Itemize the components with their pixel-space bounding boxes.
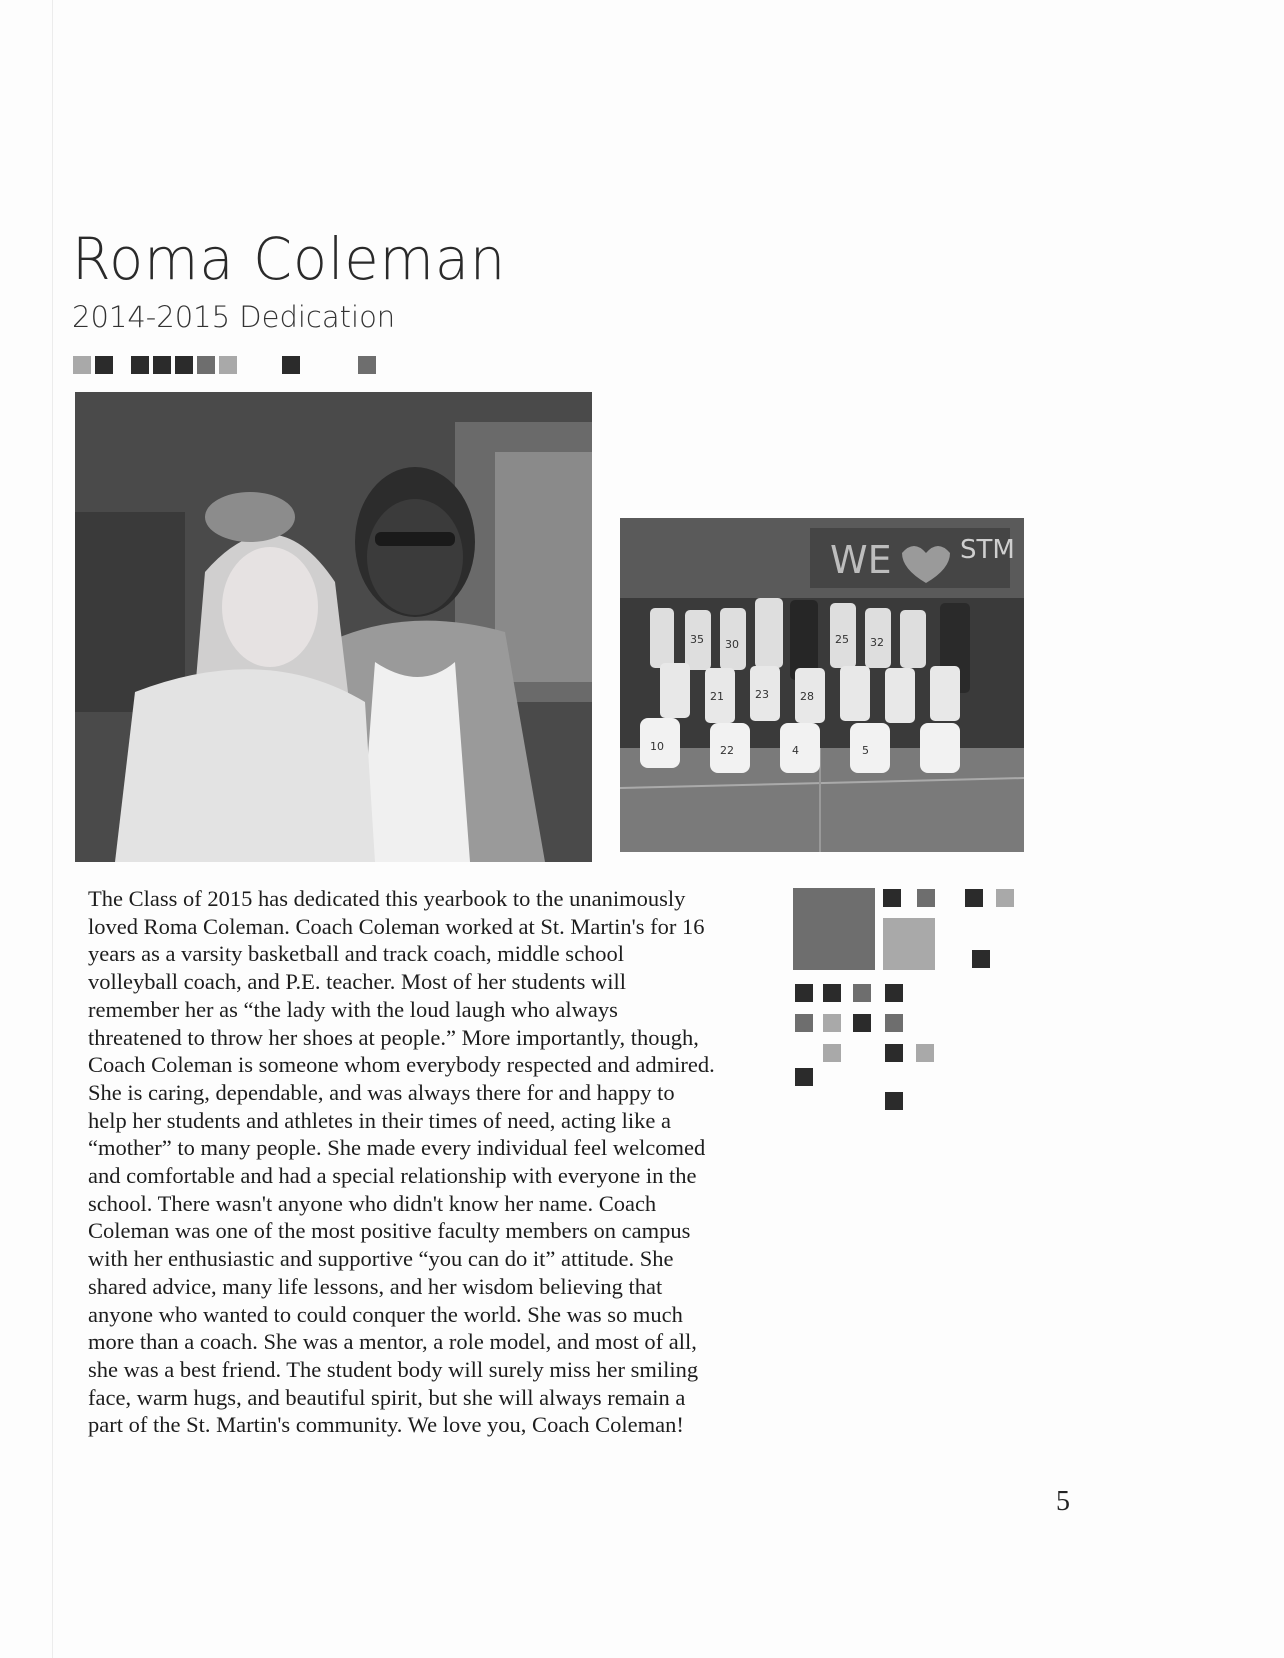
deco-square bbox=[965, 889, 983, 907]
photo-basketball-team-image bbox=[620, 518, 1024, 852]
deco-square bbox=[917, 889, 935, 907]
deco-square bbox=[793, 888, 875, 970]
jersey-number: 25 bbox=[835, 633, 849, 646]
deco-square bbox=[885, 1044, 903, 1062]
deco-square bbox=[885, 1014, 903, 1032]
jersey-number: 35 bbox=[690, 633, 704, 646]
page-title: Roma Coleman bbox=[72, 225, 507, 293]
deco-square bbox=[795, 1068, 813, 1086]
deco-square bbox=[282, 356, 300, 374]
jersey-number: 30 bbox=[725, 638, 739, 651]
jersey-number: 21 bbox=[710, 690, 724, 703]
team-banner-right-text: STM bbox=[960, 535, 1015, 565]
photo-coach-with-student-image bbox=[75, 392, 592, 862]
deco-square bbox=[358, 356, 376, 374]
deco-square bbox=[131, 356, 149, 374]
jersey-number: 4 bbox=[792, 744, 799, 757]
deco-square bbox=[823, 1014, 841, 1032]
deco-square bbox=[885, 984, 903, 1002]
deco-square bbox=[916, 1044, 934, 1062]
deco-square bbox=[219, 356, 237, 374]
deco-square bbox=[883, 889, 901, 907]
deco-square bbox=[885, 1092, 903, 1110]
deco-square bbox=[73, 356, 91, 374]
deco-square bbox=[996, 889, 1014, 907]
deco-square bbox=[175, 356, 193, 374]
jersey-number: 5 bbox=[862, 744, 869, 757]
dedication-text: The Class of 2015 has dedicated this yearbook to the unanimously loved Roma Coleman. Coach Coleman worked at St. Martin's for 16 years as a varsity basketball and track coach, middle school volleyball coach, and P.E. teacher. Most of her students will remember her as “the lady with the loud laugh who always threatened to throw her shoes at people.” More importantly, though, Coach Coleman is someone whom everybody respected and admired. She is caring, dependable, and was always there for and happy to help her students and athletes in their times of need, acting like a “mother” to many people. She made every individual feel welcomed and comfortable and had a special relationship with everyone in the school. There wasn't anyone who didn't know her name. Coach Coleman was one of the most positive faculty members on campus with her enthusiastic and supportive “you can do it” attitude. She shared advice, many life lessons, and her wisdom believing that anyone who wanted to could conquer the world. She was so much more than a coach. She was a mentor, a role model, and most of all, she was a best friend. The student body will surely miss her smiling face, warm hugs, and beautiful spirit, but she will always remain a part of the St. Martin's community. We love you, Coach Coleman! bbox=[88, 886, 715, 1438]
jersey-number: 22 bbox=[720, 744, 734, 757]
deco-square bbox=[823, 1044, 841, 1062]
photo-basketball-team bbox=[620, 518, 1024, 852]
photo-coach-with-student bbox=[75, 392, 592, 862]
deco-square bbox=[95, 356, 113, 374]
jersey-number: 32 bbox=[870, 636, 884, 649]
deco-square bbox=[795, 984, 813, 1002]
deco-square bbox=[823, 984, 841, 1002]
jersey-number: 10 bbox=[650, 740, 664, 753]
deco-square bbox=[795, 1014, 813, 1032]
page-number: 5 bbox=[1056, 1486, 1070, 1517]
deco-square bbox=[153, 356, 171, 374]
page-subtitle: 2014-2015 Dedication bbox=[72, 300, 396, 334]
deco-square bbox=[197, 356, 215, 374]
page-fold-line bbox=[52, 0, 53, 1658]
deco-square bbox=[853, 984, 871, 1002]
deco-square bbox=[972, 950, 990, 968]
deco-square bbox=[883, 918, 935, 970]
deco-square bbox=[853, 1014, 871, 1032]
jersey-number: 28 bbox=[800, 690, 814, 703]
team-banner-text: WE bbox=[830, 538, 892, 582]
jersey-number: 23 bbox=[755, 688, 769, 701]
